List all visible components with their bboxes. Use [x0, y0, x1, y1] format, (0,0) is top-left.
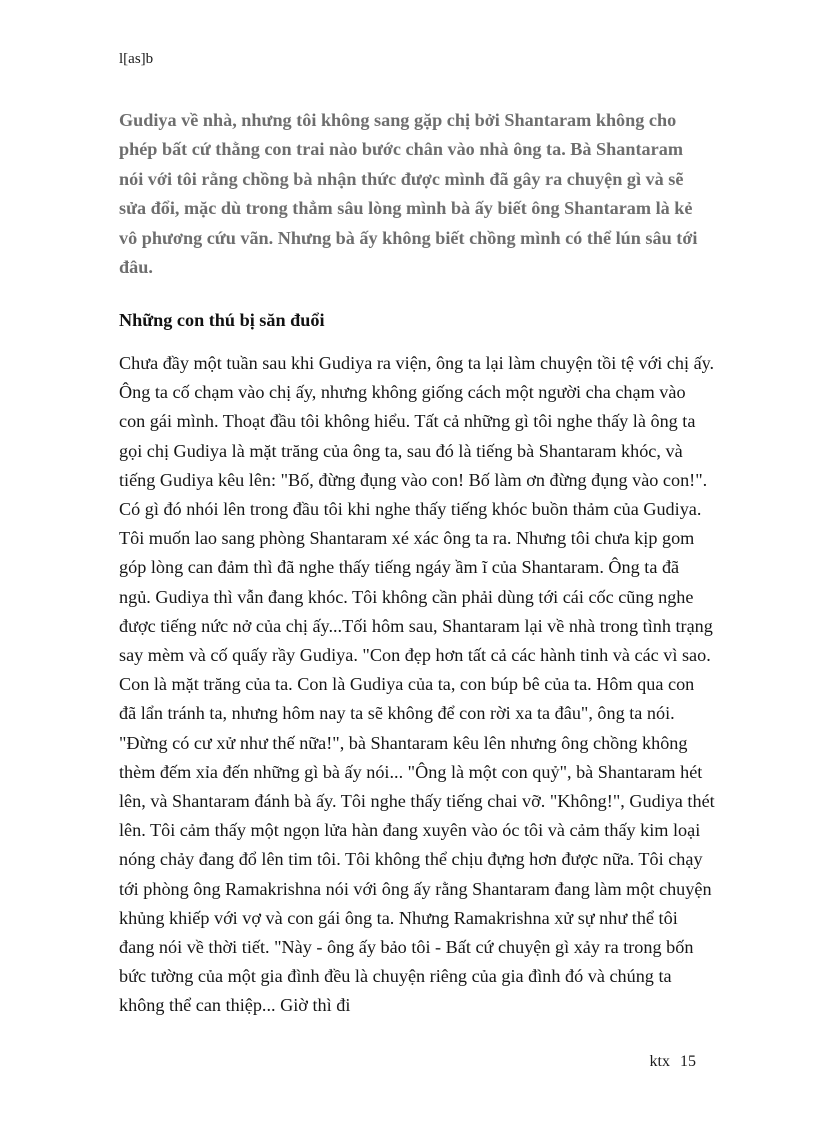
intro-paragraph: Gudiya về nhà, nhưng tôi không sang gặp chị bởi Shantaram không cho phép bất cứ thằng con trai nào bước chân vào nhà ông ta. Bà Shantaram nói với tôi rằng chồng bà nhận thức được mình đã gây ra chuyện gì và sẽ sửa đổi, mặc dù trong thẳm sâu lòng mình bà ấy biết ông Shantaram là kẻ vô phương cứu vãn. Nhưng bà ấy không biết chồng mình có thể lún sâu tới đâu.: [119, 110, 698, 278]
page-number: 15: [680, 1053, 696, 1070]
body-paragraph: Chưa đầy một tuần sau khi Gudiya ra viện, ông ta lại làm chuyện tồi tệ với chị ấy. Ông ta cố chạm vào chị ấy, nhưng không giống cách một người cha chạm vào con gái mình. Thoạt đầu tôi không hiểu. Tất cả những gì tôi nghe thấy là ông ta gọi chị Gudiya là mặt trăng của ông ta, sau đó là tiếng bà Shantaram khóc, và tiếng Gudiya kêu lên: "Bố, đừng đụng vào con! Bố làm ơn đừng đụng vào con!". Có gì đó nhói lên trong đầu tôi khi nghe thấy tiếng khóc buồn thảm của Gudiya. Tôi muốn lao sang phòng Shantaram xé xác ông ta ra. Nhưng tôi chưa kịp gom góp lòng can đảm thì đã nghe thấy tiếng ngáy ầm ĩ của Shantaram. Ông ta đã ngủ. Gudiya thì vẫn đang khóc. Tôi không cần phải dùng tới cái cốc cũng nghe được tiếng nức nở của chị ấy...Tối hôm sau, Shantaram lại về nhà trong tình trạng say mèm và cố quấy rầy Gudiya. "Con đẹp hơn tất cả các hành tinh và các vì sao. Con là mặt trăng của ta. Con là Gudiya của ta, con búp bê của ta. Hôm qua con đã lẩn tránh ta, nhưng hôm nay ta sẽ không để con rời xa ta đâu", ông ta nói. "Đừng có cư xử như thế nữa!", bà Shantaram kêu lên nhưng ông chồng không thèm đếm xỉa đến những gì bà ấy nói... "Ông là một con quỷ", bà Shantaram hét lên, và Shantaram đánh bà ấy. Tôi nghe thấy tiếng chai vỡ. "Không!", Gudiya thét lên. Tôi cảm thấy một ngọn lửa hàn đang xuyên vào óc tôi và cảm thấy kim loại nóng chảy đang đổ lên tim tôi. Tôi không thể chịu đựng hơn được nữa. Tôi chạy tới phòng ông Ramakrishna nói với ông ấy rằng Shantaram đang làm một chuyện khủng khiếp với vợ và con gái ông ta. Nhưng Ramakrishna xử sự như thể tôi đang nói về thời tiết. "Này - ông ấy bảo tôi - Bất cứ chuyện gì xảy ra trong bốn bức tường của một gia đình đều là chuyện riêng của gia đình đó và chúng ta không thể can thiệp... Giờ thì đi: [119, 353, 715, 1016]
running-header: l[as]b: [119, 51, 154, 67]
footer-label: ktx: [649, 1053, 670, 1070]
page-footer: [644, 1052, 696, 1072]
section-heading: Những con thú bị săn đuổi: [119, 310, 325, 330]
